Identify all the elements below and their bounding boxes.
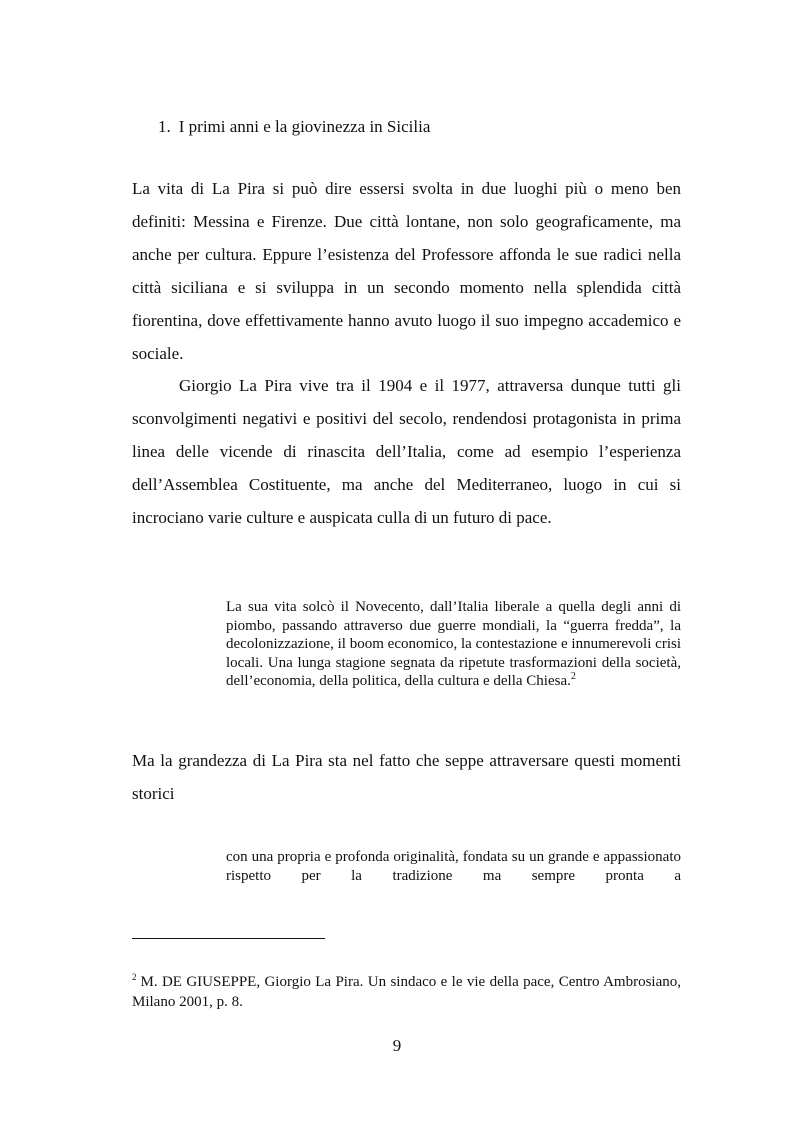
block-quote-originalita	[226, 848, 681, 885]
block-quote-novecento	[226, 598, 681, 691]
paragraph-grandezza: Ma la grandezza di La Pira sta nel fatto che seppe attraversare questi momenti storici	[132, 751, 681, 803]
footnote-reference[interactable]: 2	[570, 671, 576, 683]
footnote	[132, 972, 681, 1012]
paragraph-intro: La vita di La Pira si può dire essersi svolta in due luoghi più o meno ben definiti: Messina e Firenze. Due città lontane, non solo geograficamente, ma anche per cultura. Eppure l’esistenza del Professore affonda le sue radici nella città siciliana e si sviluppa in un secondo momento nella splendida città fiorentina, dove effettivamente hanno avuto luogo il suo impegno accademico e sociale.	[132, 179, 681, 363]
paragraph-biography: Giorgio La Pira vive tra il 1904 e il 1977, attraversa dunque tutti gli sconvolgimenti negativi e positivi del secolo, rendendosi protagonista in prima linea delle vicende di rinascita dell’Italia, come ad esempio l’esperienza dell’Assemblea Costituente, ma anche del Mediterraneo, luogo in cui si incrociano varie culture e auspicata culla di un futuro di pace.	[132, 376, 681, 527]
section-title: I primi anni e la giovinezza in Sicilia	[178, 117, 431, 136]
section-number: 1.	[158, 117, 171, 136]
quote-text: La sua vita solcò il Novecento, dall’Italia liberale a quella degli anni di piombo, passando attraverso due guerre mondiali, la “guerra fredda”, la decolonizzazione, il boom economico, la contestazione e innumerevoli crisi locali. Una lunga stagione segnata da ripetute trasformazioni della società, dell’economia, della politica, della cultura e della Chiesa.	[226, 599, 681, 690]
footnote-text: M. DE GIUSEPPE, Giorgio La Pira. Un sindaco e le vie della pace, Centro Ambrosiano, Milano 2001, p. 8.	[132, 974, 681, 1010]
page-number: 9	[392, 1036, 402, 1055]
quote-text: con una propria e profonda originalità, fondata su un grande e appassionato rispetto per la tradizione ma sempre pronta a	[226, 849, 681, 884]
section-heading	[158, 115, 430, 139]
footnote-separator	[132, 938, 325, 939]
footnote-marker: 2	[132, 972, 137, 982]
